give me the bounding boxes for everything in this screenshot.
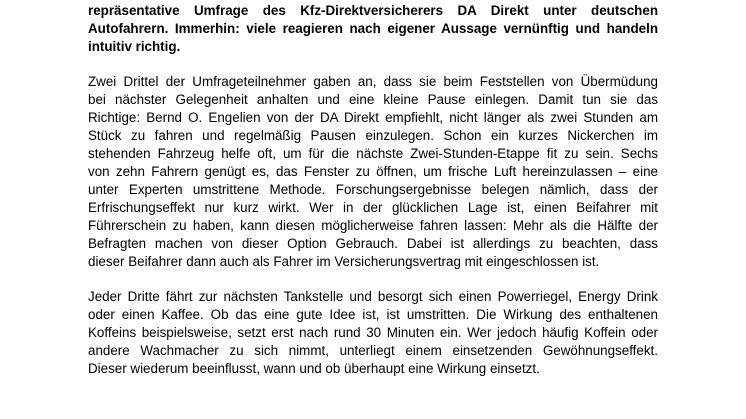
text-line: Stück zu fahren und regelmäßig Pausen einzulegen. Schon ein kurzes Nickerchen im <box>88 128 658 143</box>
paragraph-spacer <box>88 271 658 288</box>
intro-paragraph <box>88 2 658 56</box>
text-line: Befragten machen von dieser Option Gebrauch. Dabei ist allerdings zu beachten, dass <box>88 236 658 251</box>
text-line: bei nächster Gelegenheit anhalten und eine kleine Pause einlegen. Damit tun sie das <box>88 92 658 107</box>
text-line: Autofahrern. Immerhin: viele reagieren nach eigener Aussage vernünftig und handeln <box>88 21 658 36</box>
text-line: repräsentative Umfrage des Kfz-Direktversicherers DA Direkt unter deutschen <box>88 3 658 18</box>
text-line: oder einen Kaffee. Ob das eine gute Idee ist, ist umstritten. Die Wirkung des enthaltenen <box>88 307 658 322</box>
text-line: Erfrischungseffekt nur kurz wirkt. Wer in der glücklichen Lage ist, einen Beifahrer mit <box>88 200 658 215</box>
text-line: Zwei Drittel der Umfrageteilnehmer gaben an, dass sie beim Feststellen von Übermüdung <box>88 74 658 89</box>
body-paragraph-1 <box>88 73 658 271</box>
text-line: dieser Beifahrer dann auch als Fahrer im Versicherungsvertrag mit eingeschlossen ist. <box>88 254 600 269</box>
text-line: Koffeins beispielsweise, setzt erst nach rund 30 Minuten ein. Wer jedoch häufig Koffein oder <box>88 325 658 340</box>
body-paragraph-2 <box>88 288 658 378</box>
text-line: unter Experten umstrittene Methode. Forschungsergebnisse belegen nämlich, dass der <box>88 182 658 197</box>
text-line: Jeder Dritte fährt zur nächsten Tankstelle und besorgt sich einen Powerriegel, Energy Drink <box>88 289 658 304</box>
text-line: stehenden Fahrzeug helfe oft, um für die nächste Zwei-Stunden-Etappe fit zu sein. Sechs <box>88 146 658 161</box>
text-line: von zehn Fahrern genügt es, das Fenster zu öffnen, um frische Luft hereinzulassen – eine <box>88 164 658 179</box>
document-page <box>88 2 658 378</box>
text-line: intuitiv richtig. <box>88 39 181 54</box>
text-line: andere Wachmacher zu sich nimmt, unterliegt einem einsetzenden Gewöhnungseffekt. <box>88 343 658 358</box>
text-line: Richtige: Bernd O. Engelien von der DA Direkt empfiehlt, nicht länger als zwei Stunden am <box>88 110 658 125</box>
text-line: Dieser wiederum beeinflusst, wann und ob überhaupt eine Wirkung einsetzt. <box>88 361 540 376</box>
paragraph-spacer <box>88 56 658 73</box>
text-line: Führerschein zu haben, kann diesen möglicherweise fahren lassen: Mehr als die Hälfte der <box>88 218 658 233</box>
